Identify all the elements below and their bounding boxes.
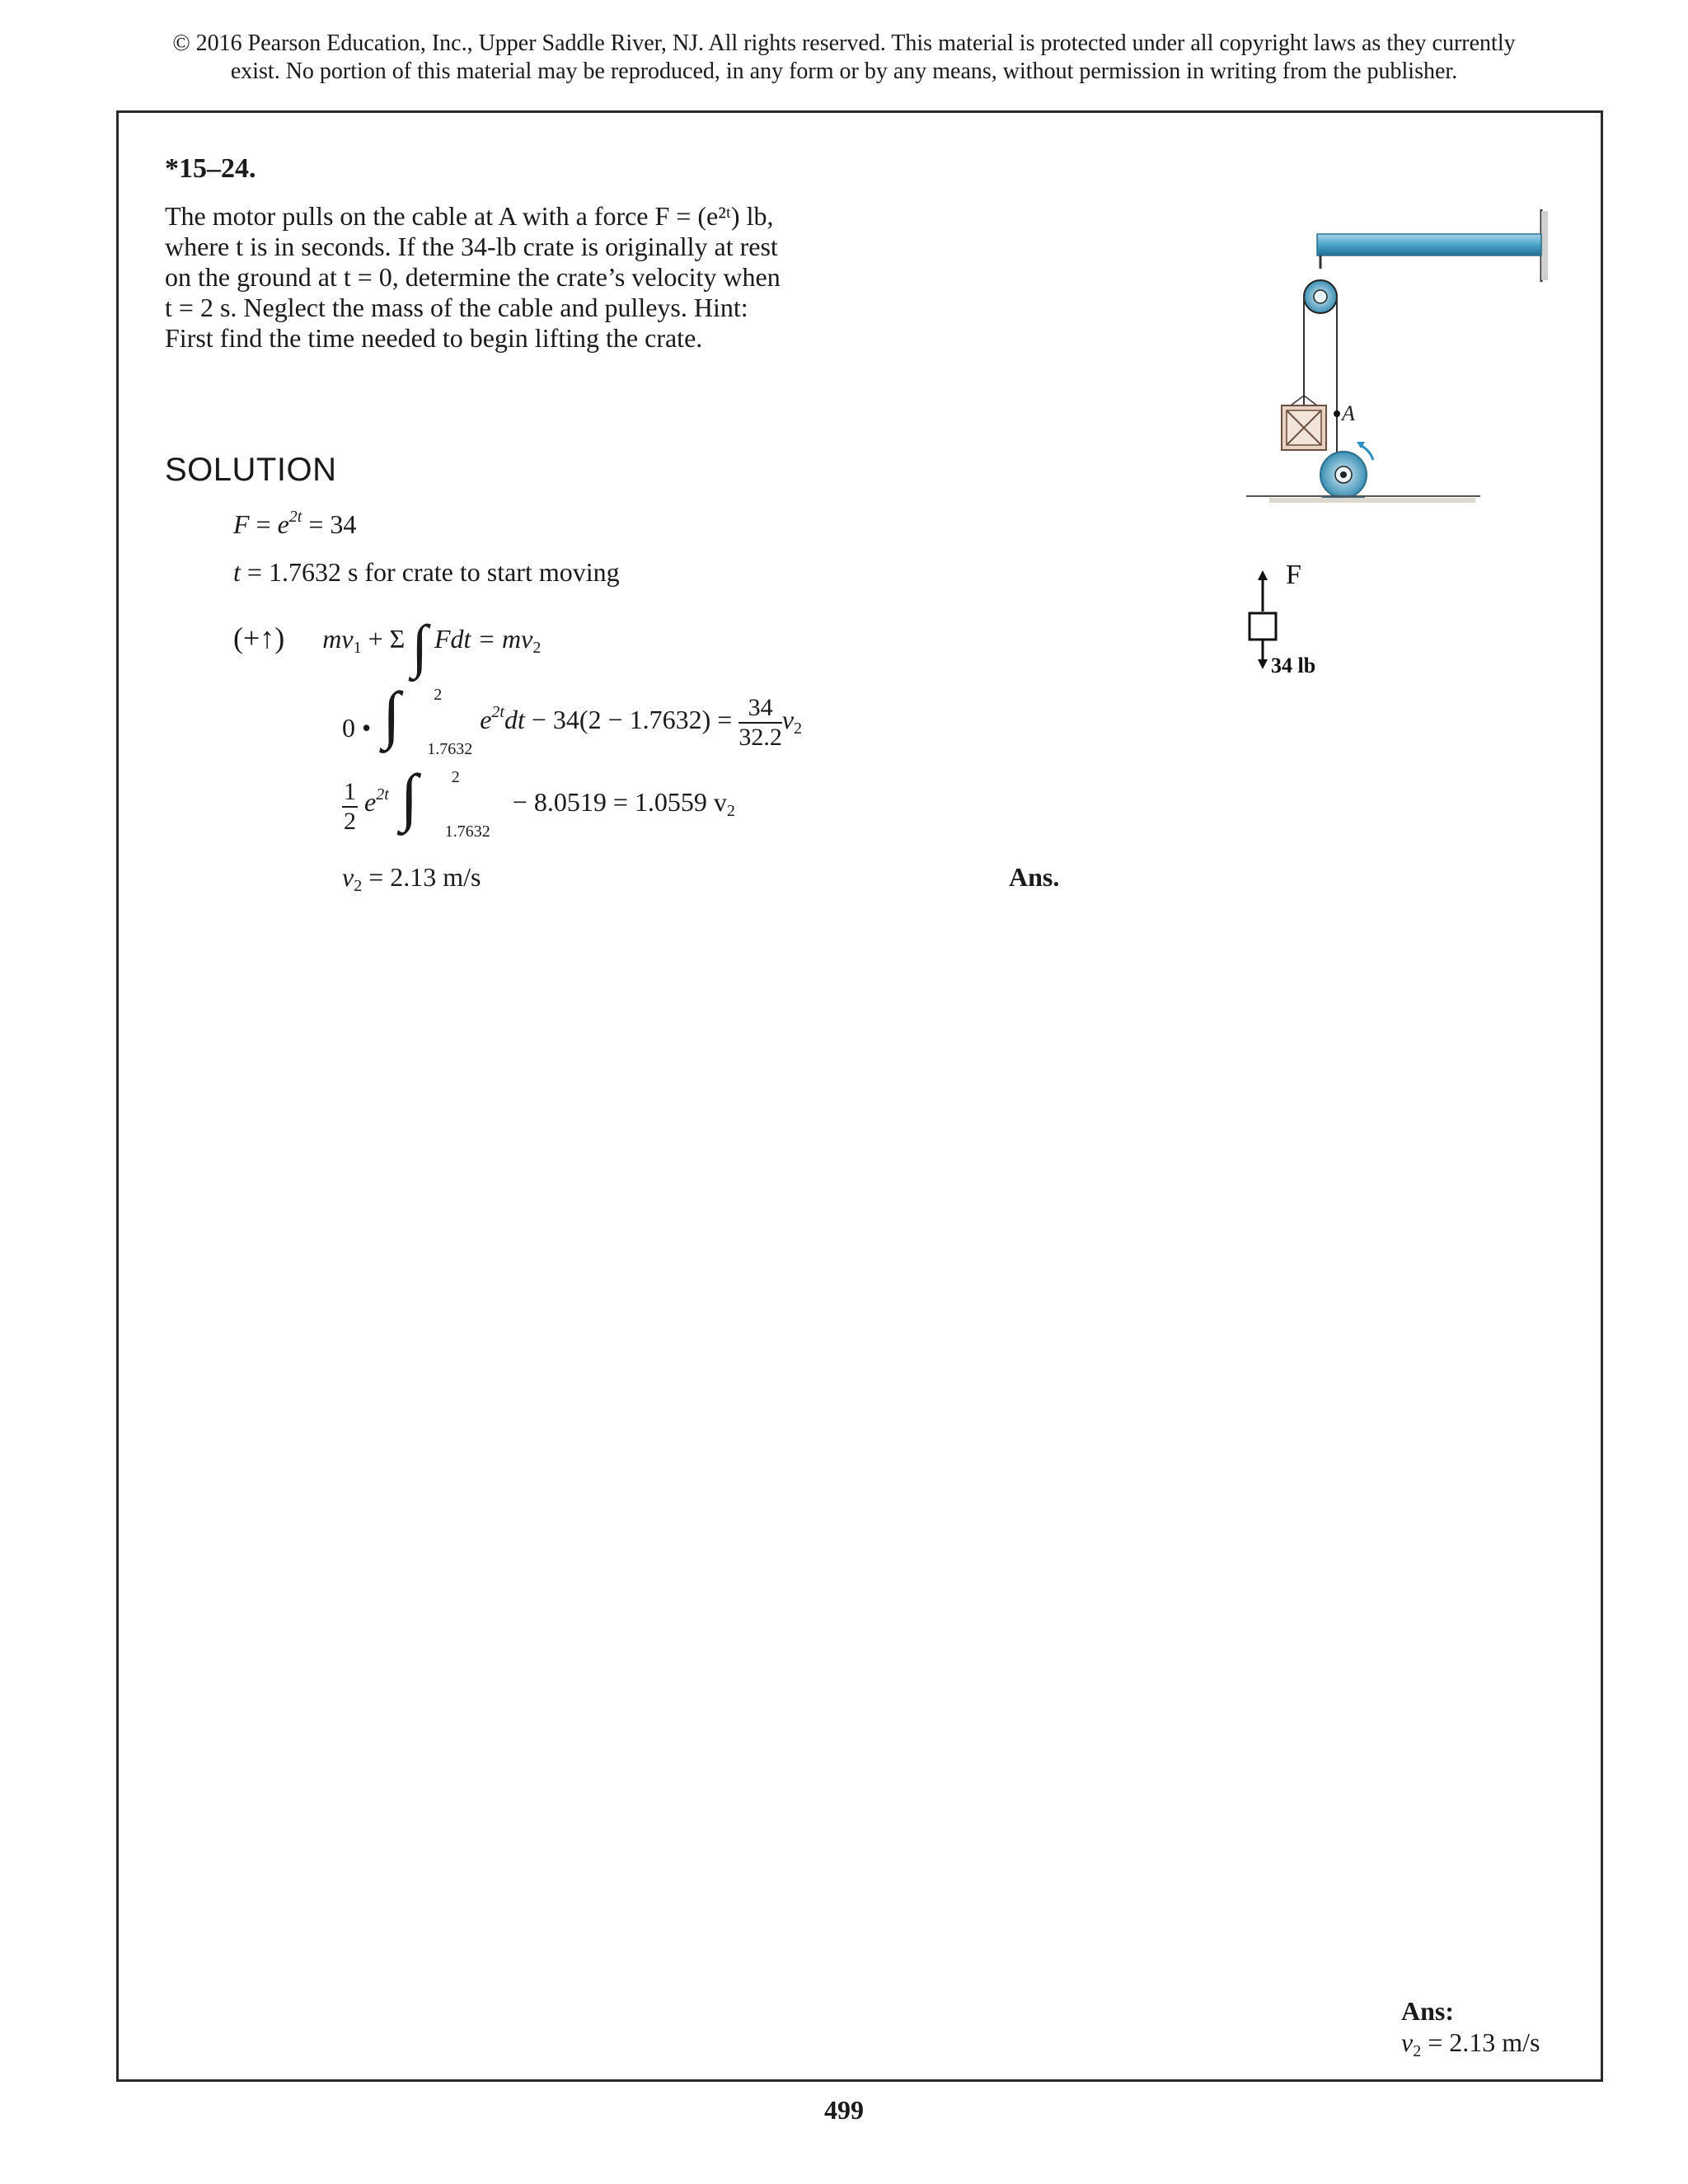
eq4-v2-sub: 2 (794, 719, 803, 738)
answer-label: Ans: (1401, 1996, 1455, 2026)
eq5-upper-limit: 2 (451, 768, 460, 786)
eq2-var: t (233, 557, 241, 587)
solution-heading: SOLUTION (165, 452, 337, 488)
eq4-upper-limit: 2 (434, 686, 443, 704)
integral-sign: ∫ (382, 678, 401, 750)
equation-evaluated (342, 761, 735, 851)
equation-force: $F = e^{2t} = 34$ (233, 508, 357, 539)
eq4-frac-num: 34 (738, 694, 782, 724)
statement-line: The motor pulls on the cable at A with a force F = (e²ᵗ) lb, (165, 201, 774, 231)
statement-line: First find the time needed to begin lifting the crate. (165, 323, 703, 353)
equation-impulse-momentum (233, 613, 542, 679)
eq3-sub1: 1 (353, 639, 362, 657)
eq3-sign-convention: (+↑) (233, 621, 285, 654)
eq6-sub: 2 (354, 877, 363, 895)
statement-line: where t is in seconds. If the 34-lb crate is originally at rest (165, 232, 778, 261)
eq4-integrand: e (480, 705, 492, 734)
copyright-line-1: © 2016 Pearson Education, Inc., Upper Saddle River, NJ. All rights reserved. This material is protected under all copyright laws as they currently (172, 30, 1516, 56)
problem-number: *15–24. (165, 153, 256, 184)
eq5-frac-den: 2 (344, 808, 356, 835)
answer-text: = 2.13 m/s (1428, 2027, 1540, 2057)
eq6-v: v (342, 862, 354, 892)
eq3-mv2: = mv (477, 624, 533, 654)
page-number: 499 (824, 2095, 864, 2125)
equation-result (342, 862, 481, 896)
ans-marker: Ans. (1009, 862, 1060, 892)
eq5-integral (396, 761, 490, 842)
eq5-base: e (364, 787, 377, 817)
eq6-text: = 2.13 m/s (368, 862, 481, 892)
eq5-frac-num: 1 (342, 778, 358, 808)
eq5-sub: 2 (726, 802, 735, 820)
eq1-lhs: F (233, 509, 250, 539)
eq4-lower-limit: 1.7632 (427, 740, 473, 758)
eq3-plus-sigma: + Σ (368, 624, 406, 654)
eq4-rest: − 34(2 − 1.7632) = (531, 705, 733, 734)
copyright-notice (99, 30, 1589, 86)
eq4-exponent: 2t (491, 703, 504, 721)
integral-sign: ∫ (400, 761, 419, 832)
eq4-zero: 0 • (342, 713, 372, 743)
eq5-exponent: 2t (376, 785, 389, 804)
eq3-mv1: mv (322, 624, 354, 654)
eq5-lower-limit: 1.7632 (444, 823, 490, 841)
answer-v: v (1401, 2027, 1414, 2057)
eq4-dt: dt (504, 705, 525, 734)
eq2-text: = 1.7632 s for crate to start moving (246, 557, 620, 587)
answer-sub: 2 (1413, 2042, 1422, 2060)
eq1-exponent: 2t (288, 508, 302, 526)
eq4-integral (377, 678, 473, 760)
eq1-base: e (277, 509, 289, 539)
equation-integral-setup (342, 678, 803, 768)
fbd-force-label: F (1286, 560, 1301, 590)
integral-sign: ∫ (411, 613, 428, 679)
pulley-motor-figure (1236, 198, 1566, 519)
problem-statement (165, 201, 804, 354)
answer-value (1401, 2027, 1540, 2061)
statement-line: on the ground at t = 0, determine the crate’s velocity when (165, 262, 781, 292)
eq1-rhs: = 34 (308, 509, 357, 539)
eq3-sub2: 2 (532, 639, 542, 657)
copyright-line-2: exist. No portion of this material may be reproduced, in any form or by any means, without permission in writing from the publisher. (230, 59, 1458, 84)
eq5-fraction (342, 778, 358, 836)
fbd-weight-label: 34 lb (1271, 654, 1316, 677)
free-body-diagram (1228, 552, 1343, 692)
eq4-fraction (738, 694, 782, 752)
eq3-fdt: Fdt (434, 624, 471, 654)
eq4-frac-den: 32.2 (738, 723, 782, 751)
eq4-v2: v (781, 705, 795, 734)
statement-line: t = 2 s. Neglect the mass of the cable and pulleys. Hint: (165, 293, 748, 322)
point-a-label: A (1342, 401, 1355, 425)
eq5-rest: − 8.0519 = 1.0559 v (512, 787, 727, 817)
equation-start-time (233, 557, 620, 588)
